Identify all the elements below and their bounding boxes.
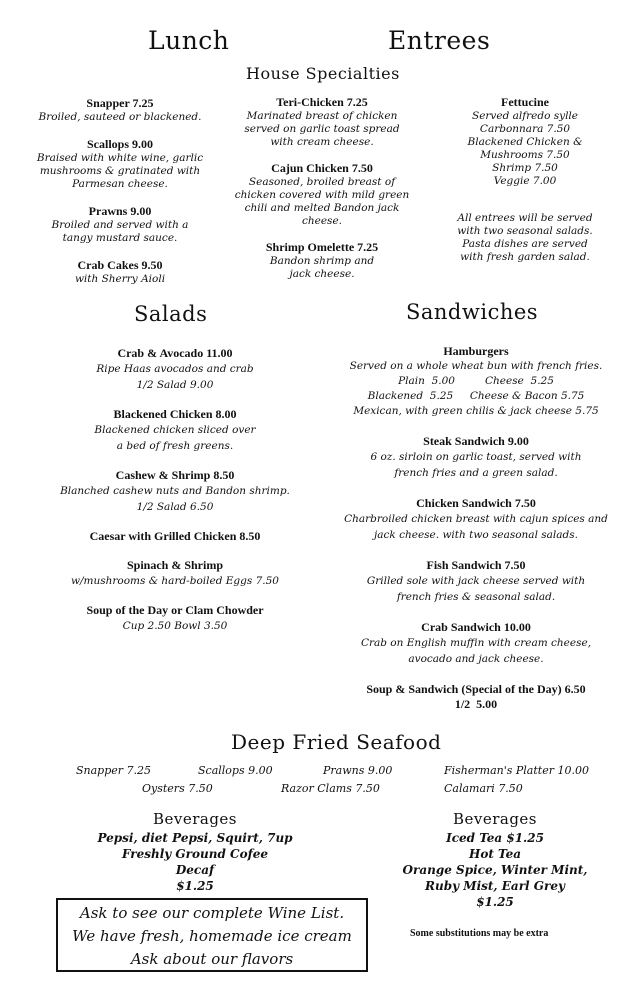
beverage-line: $1.25 bbox=[176, 879, 214, 893]
substitutions-note: Some substitutions may be extra bbox=[410, 928, 549, 939]
notice-line: We have fresh, homemade ice cream bbox=[72, 927, 352, 945]
menu-item bbox=[222, 161, 422, 228]
item-name: Crab Cakes 9.50 bbox=[77, 258, 163, 272]
notice-line: Ask about our flavors bbox=[130, 950, 294, 968]
heading-beverages: Beverages bbox=[152, 810, 238, 828]
item-name: Hamburgers bbox=[443, 344, 509, 358]
seafood-item: Prawns 9.00 bbox=[323, 764, 393, 777]
item-desc: Cup 2.50 Bowl 3.50 bbox=[122, 620, 228, 632]
item-desc: with Sherry Aioli bbox=[74, 273, 166, 285]
item-desc: tangy mustard sauce. bbox=[62, 232, 178, 244]
item-desc: 1/2 Salad 6.50 bbox=[136, 501, 214, 513]
item-desc: Seasoned, broiled breast of bbox=[248, 176, 396, 188]
entree-note: with fresh garden salad. bbox=[460, 251, 590, 263]
heading-lunch: Lunch bbox=[148, 26, 230, 55]
item-name: Snapper 7.25 bbox=[86, 96, 154, 110]
item-name: Fish Sandwich 7.50 bbox=[426, 558, 526, 572]
menu-item bbox=[40, 558, 310, 589]
house-right-column bbox=[425, 95, 625, 264]
item-desc: Mexican, with green chilis & jack cheese 5.75 bbox=[353, 405, 599, 417]
item-name: Soup of the Day or Clam Chowder bbox=[86, 603, 264, 617]
item-desc: mushrooms & gratinated with bbox=[39, 165, 201, 177]
item-desc: jack cheese. with two seasonal salads. bbox=[374, 529, 578, 541]
seafood-item: Fisherman's Platter 10.00 bbox=[444, 764, 589, 777]
item-desc: Bandon shrimp and bbox=[269, 255, 375, 267]
item-desc: Braised with white wine, garlic bbox=[36, 152, 204, 164]
item-name: Spinach & Shrimp bbox=[126, 558, 224, 572]
item-name: Cashew & Shrimp 8.50 bbox=[115, 468, 235, 482]
heading-beverages: Beverages bbox=[452, 810, 538, 828]
item-desc: w/mushrooms & hard-boiled Eggs 7.50 bbox=[71, 575, 279, 587]
item-desc: Grilled sole with jack cheese served with bbox=[366, 575, 586, 587]
item-desc: Plain 5.00 Cheese 5.25 bbox=[398, 375, 554, 387]
beverage-line: Iced Tea $1.25 bbox=[446, 831, 544, 845]
item-desc: Blanched cashew nuts and Bandon shrimp. bbox=[60, 485, 290, 497]
beverages-right bbox=[380, 810, 610, 910]
beverage-line: Orange Spice, Winter Mint, bbox=[402, 863, 588, 877]
sandwiches-column bbox=[330, 344, 622, 712]
beverages-left bbox=[80, 810, 310, 894]
item-name: Teri-Chicken 7.25 bbox=[276, 95, 368, 109]
entree-note: All entrees will be served bbox=[457, 212, 593, 224]
menu-item bbox=[40, 346, 310, 393]
beverage-line: $1.25 bbox=[476, 895, 514, 909]
menu-item bbox=[330, 434, 622, 481]
item-name: Cajun Chicken 7.50 bbox=[271, 161, 373, 175]
item-name: Caesar with Grilled Chicken 8.50 bbox=[89, 529, 261, 543]
menu-item bbox=[330, 620, 622, 667]
item-desc: Veggie 7.00 bbox=[493, 175, 557, 187]
item-half-price: 1/2 5.00 bbox=[454, 697, 498, 711]
item-desc: avocado and jack cheese. bbox=[408, 653, 544, 665]
heading-house-specialties: House Specialties bbox=[246, 64, 400, 83]
menu-item bbox=[222, 95, 422, 149]
beverage-line: Decaf bbox=[175, 863, 215, 877]
house-left-column bbox=[20, 96, 220, 286]
heading-deep-fried: Deep Fried Seafood bbox=[231, 730, 442, 754]
item-desc: Crab on English muffin with cream cheese, bbox=[360, 637, 592, 649]
item-desc: Broiled, sauteed or blackened. bbox=[38, 111, 202, 123]
item-desc: Shrimp 7.50 bbox=[492, 162, 558, 174]
heading-salads: Salads bbox=[134, 302, 208, 326]
item-desc: Parmesan cheese. bbox=[72, 178, 168, 190]
item-desc: a bed of fresh greens. bbox=[116, 440, 234, 452]
item-desc: Carbonnara 7.50 bbox=[479, 123, 571, 135]
menu-item bbox=[20, 137, 220, 191]
menu-item bbox=[20, 204, 220, 245]
item-name: Crab & Avocado 11.00 bbox=[117, 346, 233, 360]
heading-sandwiches: Sandwiches bbox=[406, 300, 539, 324]
house-mid-column bbox=[222, 95, 422, 281]
item-name: Scallops 9.00 bbox=[86, 137, 153, 151]
item-desc: jack cheese. bbox=[289, 268, 355, 280]
menu-item bbox=[40, 603, 310, 634]
item-name: Shrimp Omelette 7.25 bbox=[265, 240, 379, 254]
entree-note: with two seasonal salads. bbox=[457, 225, 593, 237]
menu-item bbox=[40, 407, 310, 454]
item-desc: Ripe Haas avocados and crab bbox=[96, 363, 254, 375]
item-name: Chicken Sandwich 7.50 bbox=[416, 496, 536, 510]
beverage-line: Hot Tea bbox=[468, 847, 522, 861]
seafood-item: Scallops 9.00 bbox=[198, 764, 273, 777]
item-desc: Blackened chicken sliced over bbox=[94, 424, 256, 436]
heading-entrees: Entrees bbox=[388, 26, 491, 55]
item-name: Blackened Chicken 8.00 bbox=[113, 407, 237, 421]
item-desc: 1/2 Salad 9.00 bbox=[136, 379, 214, 391]
item-desc: Served alfredo sylle bbox=[472, 110, 578, 122]
item-name: Crab Sandwich 10.00 bbox=[421, 620, 531, 634]
item-desc: Mushrooms 7.50 bbox=[480, 149, 570, 161]
item-name: Steak Sandwich 9.00 bbox=[423, 434, 529, 448]
menu-item bbox=[330, 558, 622, 605]
seafood-item: Razor Clams 7.50 bbox=[281, 782, 380, 795]
salads-column bbox=[40, 346, 310, 634]
item-desc: served on garlic toast spread bbox=[244, 123, 400, 135]
item-desc: chicken covered with mild green bbox=[234, 189, 410, 201]
item-desc: Blackened Chicken & bbox=[467, 136, 583, 148]
menu-item bbox=[20, 258, 220, 286]
item-desc: Marinated breast of chicken bbox=[246, 110, 398, 122]
item-name: Fettucine bbox=[501, 95, 549, 109]
beverage-line: Pepsi, diet Pepsi, Squirt, 7up bbox=[97, 831, 293, 845]
entree-note: Pasta dishes are served bbox=[462, 238, 588, 250]
wine-icecream-notice bbox=[56, 898, 368, 972]
item-desc: chili and melted Bandon jack bbox=[244, 202, 400, 214]
item-name: Prawns 9.00 bbox=[88, 204, 152, 218]
menu-item bbox=[330, 344, 622, 419]
seafood-item: Calamari 7.50 bbox=[444, 782, 523, 795]
menu-item bbox=[20, 96, 220, 124]
item-desc: french fries & seasonal salad. bbox=[396, 591, 556, 603]
item-desc: cheese. bbox=[301, 215, 342, 227]
menu-item bbox=[40, 529, 310, 544]
seafood-item: Oysters 7.50 bbox=[142, 782, 213, 795]
item-name: Soup & Sandwich (Special of the Day) 6.50 bbox=[366, 682, 586, 696]
item-desc: 6 oz. sirloin on garlic toast, served with bbox=[370, 451, 582, 463]
menu-item bbox=[330, 496, 622, 543]
menu-item bbox=[222, 240, 422, 281]
beverage-line: Freshly Ground Cofee bbox=[121, 847, 269, 861]
notice-line: Ask to see our complete Wine List. bbox=[79, 904, 345, 922]
seafood-item: Snapper 7.25 bbox=[76, 764, 152, 777]
item-desc: Blackened 5.25 Cheese & Bacon 5.75 bbox=[367, 390, 585, 402]
beverage-line: Ruby Mist, Earl Grey bbox=[425, 879, 565, 893]
menu-item bbox=[330, 682, 622, 712]
item-desc: Broiled and served with a bbox=[51, 219, 189, 231]
item-desc: Charbroiled chicken breast with cajun spices and bbox=[344, 513, 608, 525]
item-desc: french fries and a green salad. bbox=[394, 467, 558, 479]
item-desc: with cream cheese. bbox=[270, 136, 374, 148]
item-desc: Served on a whole wheat bun with french fries. bbox=[349, 360, 603, 372]
menu-item bbox=[40, 468, 310, 515]
